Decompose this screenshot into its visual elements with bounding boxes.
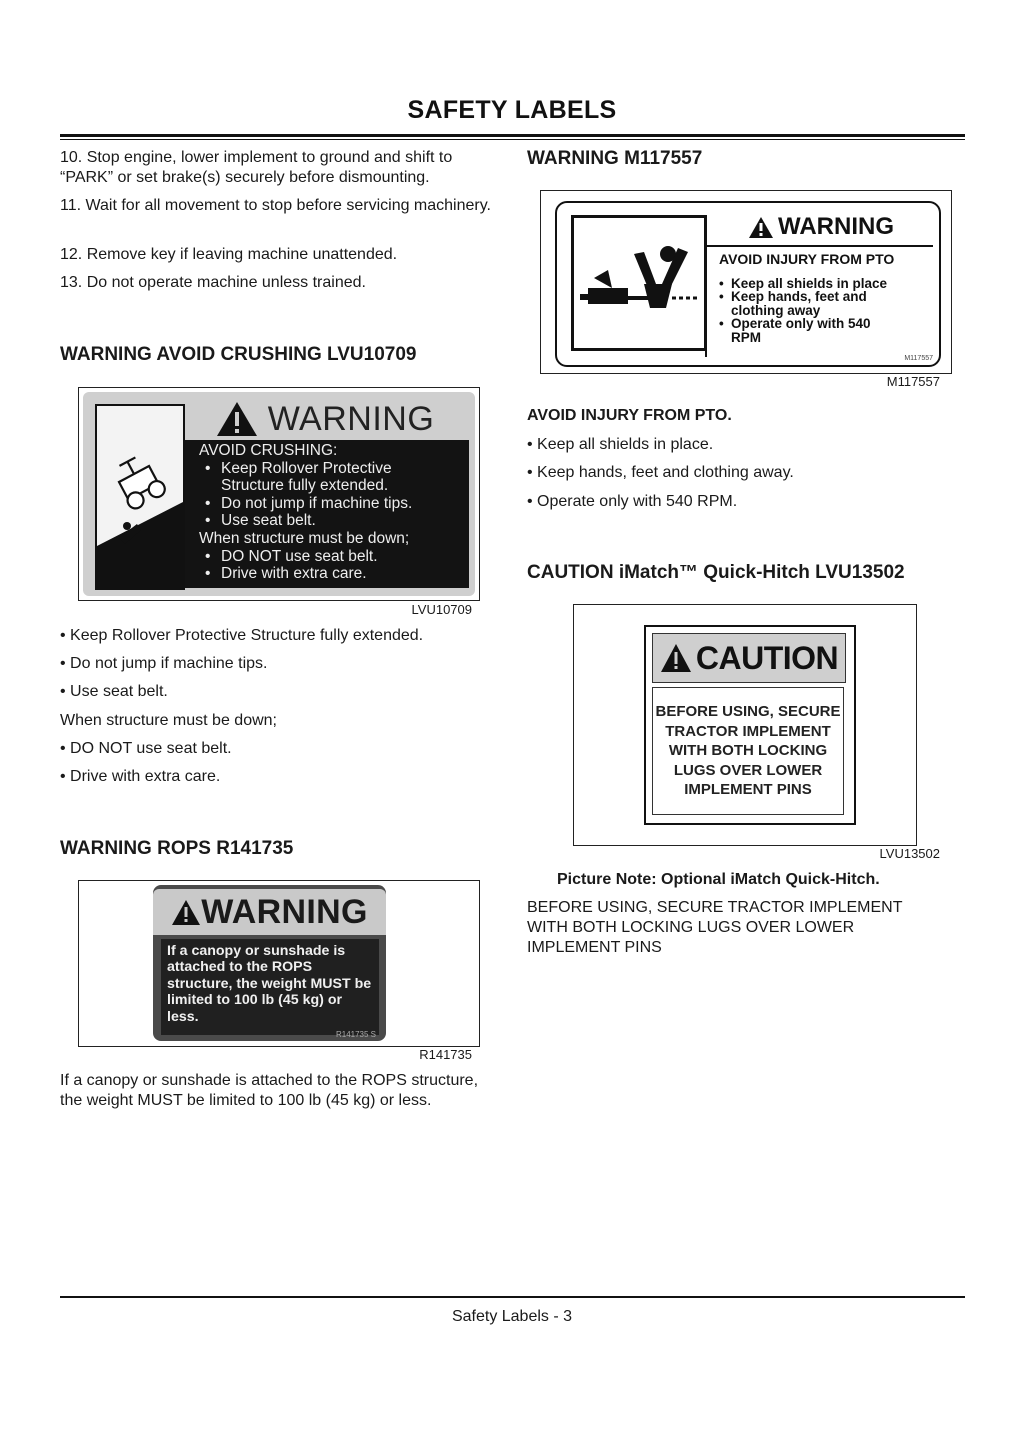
bullet-item: • Use seat belt.: [60, 683, 168, 700]
decal-background: [83, 392, 475, 596]
pto-subheading: AVOID INJURY FROM PTO.: [527, 407, 732, 424]
warning-word: WARNING: [778, 213, 894, 240]
footer-rule: [60, 1296, 965, 1298]
decal-message: If a canopy or sunshade is attached to the ROPS structure, the weight MUST be limited to 100 lb (45 kg) or less.: [161, 939, 379, 1035]
caution-word: CAUTION: [695, 639, 839, 676]
figure-caption: M117557: [886, 374, 940, 389]
warning-header: [153, 889, 386, 935]
decal-line: RPM: [731, 329, 761, 345]
decal-subtitle: AVOID INJURY FROM PTO: [719, 251, 895, 267]
figure-caption: R141735: [419, 1047, 472, 1062]
decal-code: R141735 S: [335, 1030, 376, 1039]
step-10: 10. Stop engine, lower implement to ground and shift to “PARK” or set brake(s) securely before dismounting.: [60, 149, 453, 186]
decal-lvu13502: [573, 604, 917, 846]
section-heading-caution: CAUTION iMatch™ Quick-Hitch LVU13502: [527, 562, 905, 583]
decal-r141735: [78, 880, 480, 1047]
figure-caption: LVU10709: [411, 602, 472, 617]
section-heading-pto: WARNING M117557: [527, 148, 703, 169]
bullet-item: • Keep hands, feet and clothing away.: [527, 464, 794, 481]
decal-line: Keep Rollover Protective: [221, 459, 392, 477]
rops-description: If a canopy or sunshade is attached to the ROPS structure, the weight MUST be limited to 100 lb (45 kg) or less.: [60, 1072, 479, 1109]
decal-line: TRACTOR IMPLEMENT: [665, 722, 831, 740]
bullet-item: • Drive with extra care.: [60, 768, 221, 785]
decal-message: AVOID CRUSHING: • Keep Rollover Protective Structure fully extended. • Do not jump if machine tips. • Use seat belt. When structure must be down; • DO NOT use seat belt. • Drive with extra care.: [185, 440, 469, 588]
warning-word: WARNING: [201, 892, 368, 931]
decal-line: Keep hands, feet and: [731, 289, 867, 305]
step-11: 11. Wait for all movement to stop before servicing machinery.: [60, 197, 491, 214]
figure-caption: LVU13502: [879, 846, 940, 861]
page-footer: Safety Labels - 3: [451, 1308, 573, 1325]
decal-line: DO NOT use seat belt.: [221, 547, 378, 565]
step-13: 13. Do not operate machine unless trained.: [60, 274, 366, 291]
page-title: SAFETY LABELS: [407, 96, 617, 124]
decal-line: clothing away: [731, 302, 821, 318]
bullet-item: • Keep Rollover Protective Structure fully extended.: [60, 627, 424, 644]
decal-message: [652, 687, 844, 815]
header-rule-thin: [60, 139, 965, 140]
decal-line: Use seat belt.: [221, 512, 316, 530]
warning-triangle-icon: [748, 216, 774, 239]
decal-code: M117557: [904, 355, 933, 362]
decal-background: [555, 201, 941, 367]
decal-background: [644, 625, 856, 825]
section-heading-crushing: WARNING AVOID CRUSHING LVU10709: [60, 344, 417, 365]
decal-line: Operate only with 540: [731, 316, 871, 332]
warning-triangle-icon: [171, 899, 201, 926]
picture-note: Picture Note: Optional iMatch Quick-Hitch.: [557, 871, 880, 888]
decal-message: AVOID INJURY FROM PTO • Keep all shields in place • Keep hands, feet and clothing away • Operate only with 540 RPM: [705, 245, 933, 357]
warning-header: [707, 209, 935, 245]
caution-header: [652, 633, 846, 683]
caution-description: BEFORE USING, SECURE TRACTOR IMPLEMENT WITH BOTH LOCKING LUGS OVER LOWER IMPLEMENT PINS: [527, 899, 903, 956]
warning-triangle-icon: [216, 401, 258, 437]
bullet-item: • DO NOT use seat belt.: [60, 740, 232, 757]
bullet-item: • Do not jump if machine tips.: [60, 655, 268, 672]
crushing-pictogram: [95, 404, 185, 590]
bullet-item: • Operate only with 540 RPM.: [527, 493, 738, 510]
decal-line: Structure fully extended.: [221, 477, 389, 495]
condition-text: When structure must be down;: [60, 712, 277, 729]
decal-m117557: [540, 190, 952, 374]
warning-word: WARNING: [267, 399, 435, 438]
step-12: 12. Remove key if leaving machine unattended.: [60, 246, 398, 263]
decal-line: Do not jump if machine tips.: [221, 494, 413, 512]
bullet-item: • Keep all shields in place.: [527, 436, 714, 453]
section-heading-rops: WARNING ROPS R141735: [60, 838, 294, 859]
decal-line: IMPLEMENT PINS: [684, 781, 812, 799]
warning-header: [185, 398, 465, 440]
pto-pictogram: [571, 215, 707, 351]
header-rule: [60, 134, 965, 137]
decal-condition: When structure must be down;: [199, 529, 410, 547]
warning-triangle-icon: [660, 643, 692, 673]
decal-line: BEFORE USING, SECURE: [655, 703, 841, 720]
decal-line: Drive with extra care.: [221, 565, 367, 583]
decal-lvu10709: [78, 387, 480, 601]
decal-line: WITH BOTH LOCKING: [668, 742, 828, 760]
decal-background: [153, 885, 386, 1041]
decal-subtitle: AVOID CRUSHING:: [199, 442, 338, 459]
decal-line: Keep all shields in place: [731, 275, 888, 291]
decal-line: LUGS OVER LOWER: [673, 761, 823, 779]
